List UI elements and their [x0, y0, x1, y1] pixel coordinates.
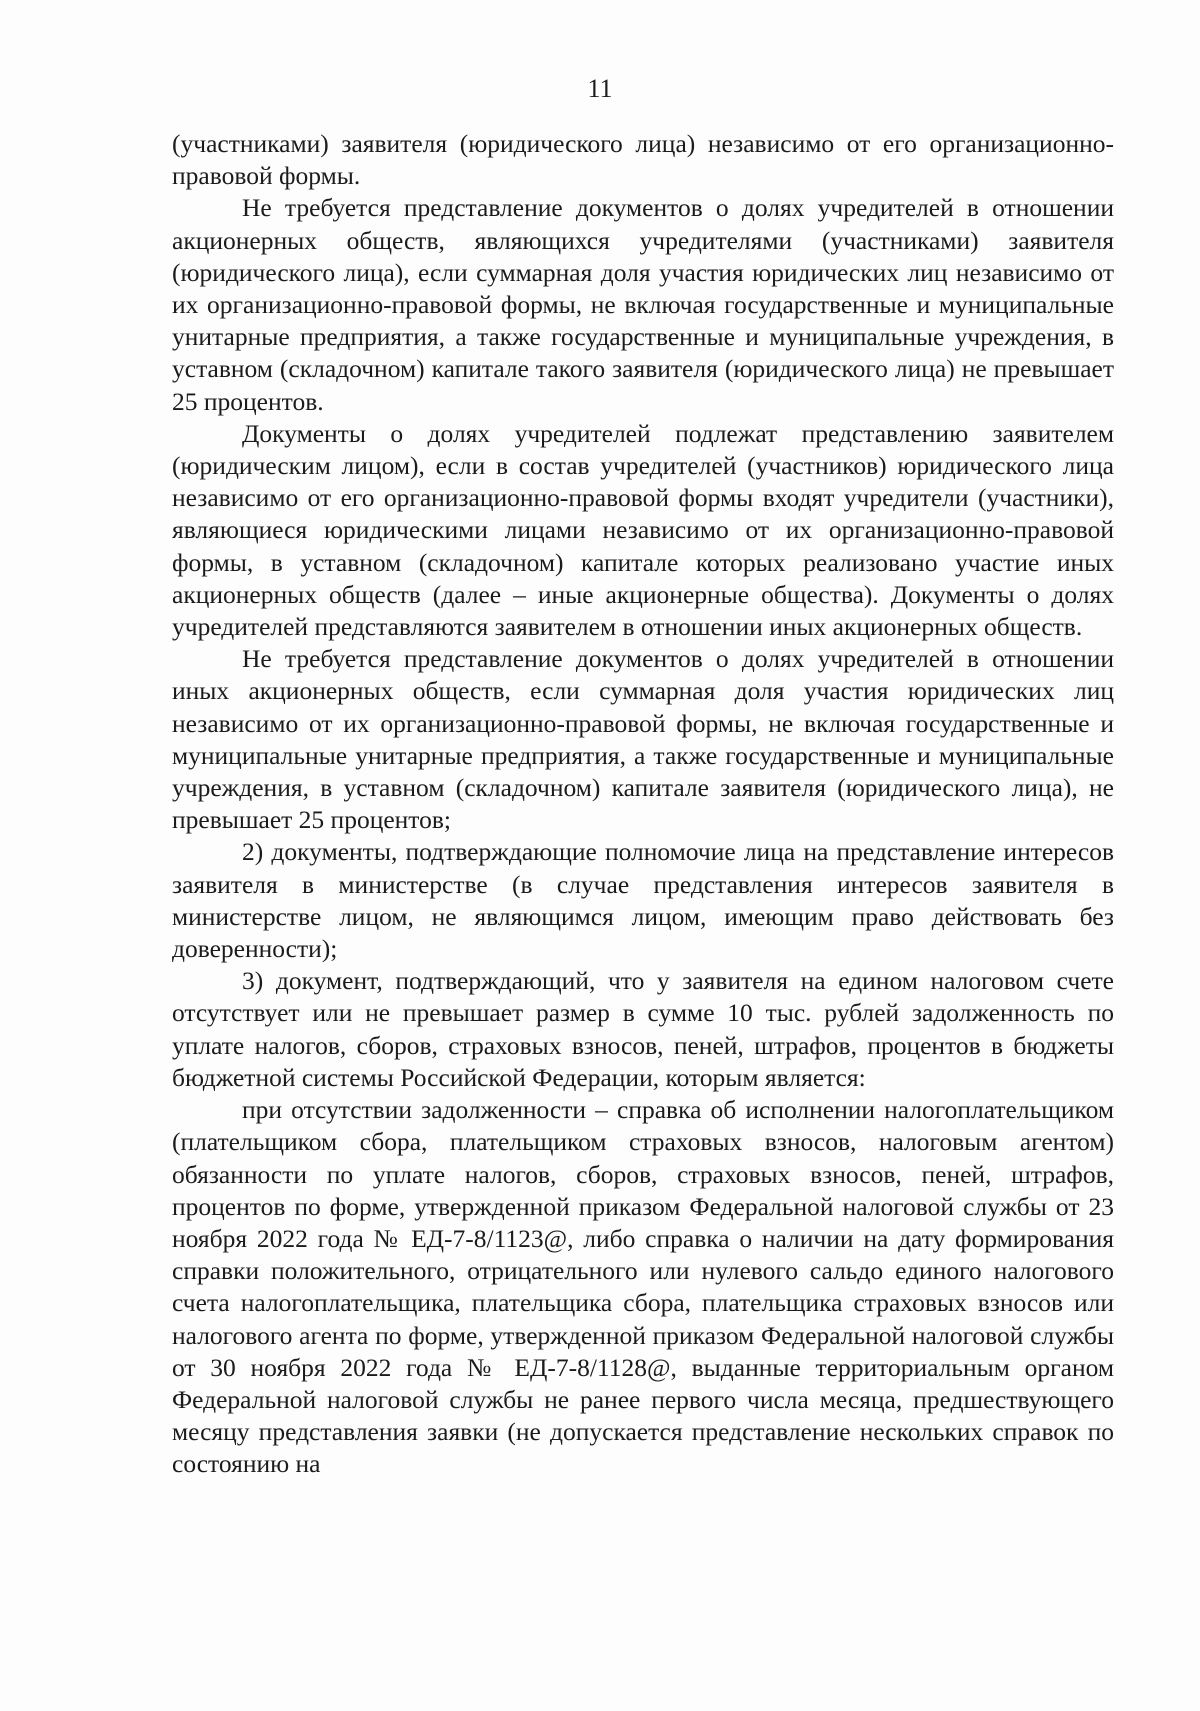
paragraph-no-requirement-other-companies: Не требуется представление документов о долях учредителей в отношении иных акционерных обществ, если суммарная доля участия юридических лиц независимо от их организационно-правовой формы, не включая государственные и муниципальные унитарные предприятия, а также государственные и муниципальные учреждения, в уставном (складочном) капитале заявителя (юридического лица), не превышает 25 процентов;	[172, 644, 1114, 835]
paragraph-tax-certificate: при отсутствии задолженности – справка об исполнении налогоплательщиком (плательщиком сбора, плательщиком страховых взносов, налоговым агентом) обязанности по уплате налогов, сборов, страховых взносов, пеней, штрафов, процентов по форме, утвержденной приказом Федеральной налоговой службы от 23 ноября 2022 года № ЕД-7-8/1123@, либо справка о наличии на дату формирования справки положительного, отрицательного или нулевого сальдо единого налогового счета налогоплательщика, плательщика сбора, плательщика страховых взносов или налогового агента по форме, утвержденной приказом Федеральной налоговой службы от 30 ноября 2022 года № ЕД-7-8/1128@, выданные территориальным органом Федеральной налоговой службы не ранее первого числа месяца, предшествующего месяцу представления заявки (не допускается представление нескольких справок по состоянию на	[172, 1095, 1114, 1479]
paragraph-continuation: (участниками) заявителя (юридического лица) независимо от его организационно-правовой формы.	[172, 129, 1114, 191]
paragraph-no-requirement-shares: Не требуется представление документов о долях учредителей в отношении акционерных обществ, являющихся учредителями (участниками) заявителя (юридического лица), если суммарная доля участия юридических лиц независимо от их организационно-правовой формы, не включая государственные и муниципальные унитарные предприятия, а также государственные и муниципальные учреждения, в уставном (складочном) капитале такого заявителя (юридического лица) не превышает 25 процентов.	[172, 193, 1114, 416]
page-number: 11	[587, 74, 613, 103]
paragraph-shares-documents: Документы о долях учредителей подлежат представлению заявителем (юридическим лицом), если в состав учредителей (участников) юридического лица независимо от его организационно-правовой формы входят учредители (участники), являющиеся юридическими лицами независимо от их организационно-правовой формы, в уставном (складочном) капитале которых реализовано участие иных акционерных обществ (далее – иные акционерные общества). Документы о долях учредителей представляются заявителем в отношении иных акционерных обществ.	[172, 418, 1114, 642]
paragraph-item-3-tax-document: 3) документ, подтверждающий, что у заявителя на едином налоговом счете отсутствует или не превышает размер в сумме 10 тыс. рублей задолженность по уплате налогов, сборов, страховых взносов, пеней, штрафов, процентов в бюджеты бюджетной системы Российской Федерации, которым является:	[172, 966, 1114, 1092]
paragraph-item-2-authority-documents: 2) документы, подтверждающие полномочие лица на представление интересов заявителя в министерстве (в случае представления интересов заявителя в министерстве лицом, не являющимся лицом, имеющим право действовать без доверенности);	[172, 837, 1114, 964]
document-body	[172, 128, 1114, 1481]
